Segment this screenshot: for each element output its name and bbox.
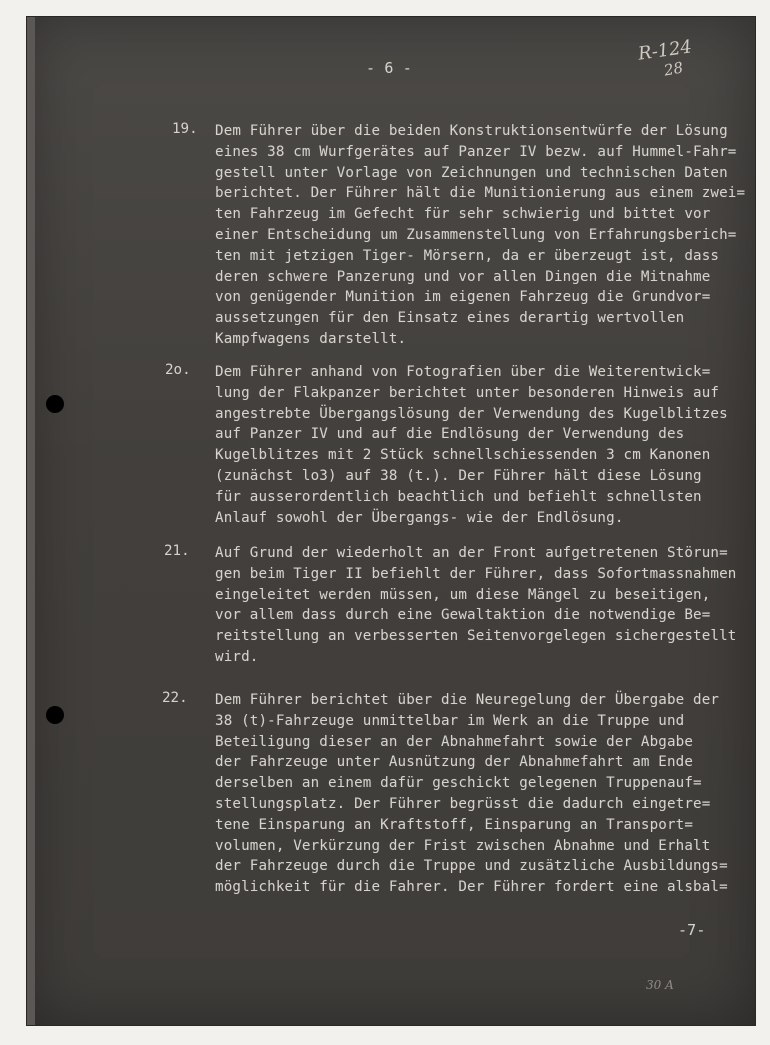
item-line: gen beim Tiger II befiehlt der Führer, dass Sofortmassnahmen xyxy=(215,565,737,582)
item-line: tene Einsparung an Kraftstoff, Einsparung an Transport= xyxy=(215,816,694,833)
item-line: ten Fahrzeug im Gefecht für sehr schwierig und bittet vor xyxy=(215,206,711,223)
item-21-body xyxy=(215,543,737,668)
item-line: Kugelblitzes mit 2 Stück schnellschiessenden 3 cm Kanonen xyxy=(215,447,711,464)
item-line: Beteiligung dieser an der Abnahmefahrt sowie der Abgabe xyxy=(215,733,694,750)
item-line: auf Panzer IV und auf die Endlösung der Verwendung des xyxy=(215,426,685,443)
item-line: ten mit jetzigen Tiger- Mörsern, da er überzeugt ist, dass xyxy=(215,247,720,264)
item-line: Auf Grund der wiederholt an der Front aufgetretenen Störun= xyxy=(215,545,728,561)
item-22-body xyxy=(215,690,728,898)
item-line: wird. xyxy=(215,648,259,665)
item-line: möglichkeit für die Fahrer. Der Führer fordert eine alsbal= xyxy=(215,879,728,896)
item-line: Anlauf sowohl der Übergangs- wie der Endlösung. xyxy=(215,509,624,526)
item-line: der Fahrzeuge unter Ausnützung der Abnahmefahrt am Ende xyxy=(215,754,694,771)
handwritten-subnumber: 28 xyxy=(662,58,685,80)
continuation-marker: -7- xyxy=(678,921,706,939)
item-line: Kampfwagens darstellt. xyxy=(215,330,407,347)
punch-hole-bottom xyxy=(46,706,64,724)
item-19-body xyxy=(215,121,745,350)
item-line: Dem Führer über die beiden Konstruktionsentwürfe der Lösung xyxy=(215,123,728,139)
page-number: - 6 - xyxy=(366,59,412,77)
item-line: aussetzungen für den Einsatz eines derartig wertvollen xyxy=(215,310,685,327)
sheet-left-edge xyxy=(27,17,35,1025)
item-number-19: 19. xyxy=(172,121,198,137)
item-line: angestrebte Übergangslösung der Verwendung des Kugelblitzes xyxy=(215,405,728,422)
item-line: von genügender Munition im eigenen Fahrzeug die Grundvor= xyxy=(215,289,711,306)
item-line: der Fahrzeuge durch die Truppe und zusätzliche Ausbildungs= xyxy=(215,858,728,875)
item-line: deren schwere Panzerung und vor allen Dingen die Mitnahme xyxy=(215,268,711,285)
item-line: vor allem dass durch eine Gewaltaktion die notwendige Be= xyxy=(215,607,711,624)
item-line: Dem Führer berichtet über die Neuregelung der Übergabe der xyxy=(215,692,720,708)
item-line: 38 (t)-Fahrzeuge unmittelbar im Werk an die Truppe und xyxy=(215,712,685,729)
item-line: einer Entscheidung um Zusammenstellung von Erfahrungsberich= xyxy=(215,226,737,243)
item-line: Dem Führer anhand von Fotografien über die Weiterentwick= xyxy=(215,364,711,380)
item-line: gestell unter Vorlage von Zeichnungen und technischen Daten xyxy=(215,164,728,181)
item-line: (zunächst lo3) auf 38 (t.). Der Führer hält diese Lösung xyxy=(215,467,702,484)
item-20-body xyxy=(215,362,728,528)
item-number-22: 22. xyxy=(162,690,188,706)
item-line: reitstellung an verbesserten Seitenvorgelegen sichergestellt xyxy=(215,628,737,645)
item-line: eingeleitet werden müssen, um diese Mängel zu beseitigen, xyxy=(215,586,711,603)
item-line: eines 38 cm Wurfgerätes auf Panzer IV bezw. auf Hummel-Fahr= xyxy=(215,143,737,160)
item-line: berichtet. Der Führer hält die Munitionierung aus einem zwei= xyxy=(215,185,746,202)
item-line: für ausserordentlich beachtlich und befiehlt schnellsten xyxy=(215,488,702,505)
item-line: lung der Flakpanzer berichtet unter besonderen Hinweis auf xyxy=(215,384,720,401)
item-line: derselben an einem dafür geschickt gelegenen Truppenauf= xyxy=(215,775,702,792)
handwritten-footer: 30 A xyxy=(646,978,674,992)
item-number-21: 21. xyxy=(164,543,190,559)
item-line: stellungsplatz. Der Führer begrüsst die dadurch eingetre= xyxy=(215,795,711,812)
handwritten-reference: R-124 xyxy=(636,36,694,65)
item-number-20: 2o. xyxy=(165,362,191,378)
punch-hole-top xyxy=(46,395,64,413)
item-line: volumen, Verkürzung der Frist zwischen Abnahme und Erhalt xyxy=(215,837,711,854)
